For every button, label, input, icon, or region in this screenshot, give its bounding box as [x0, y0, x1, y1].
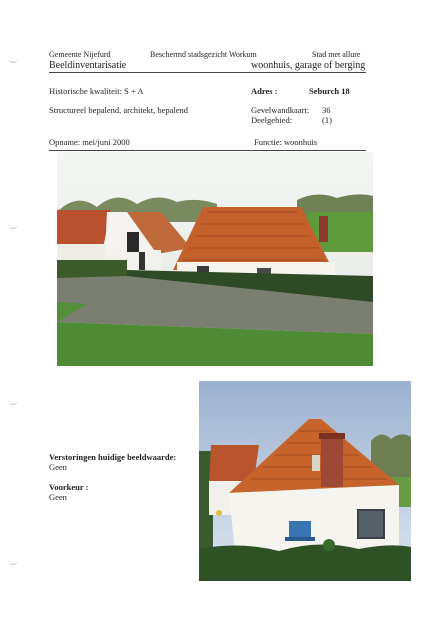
facade-value: 36: [322, 105, 331, 115]
preference-label: Voorkeur :: [49, 482, 89, 492]
binder-hole: [8, 224, 18, 229]
disturbance-value: Geen: [49, 462, 67, 472]
function-text: Functie: woonhuis: [254, 137, 318, 147]
page-title: Beeldinventarisatie: [49, 60, 127, 71]
binder-hole: [8, 58, 18, 63]
disturbance-label: Verstoringen huidige beeldwaarde:: [49, 452, 177, 462]
quality-text: Historische kwaliteit: S + A: [49, 86, 144, 96]
area-value: (1): [322, 115, 332, 125]
binder-hole: [8, 400, 18, 405]
header-divider: [49, 72, 366, 73]
structure-text: Structureel bepalend, architekt, bepalend: [49, 105, 189, 115]
object-type: woonhuis, garage of berging: [251, 60, 366, 71]
address-label: Adres :: [251, 86, 278, 96]
preference-value: Geen: [49, 492, 67, 502]
survey-text: Opname: mei/juni 2000: [49, 137, 130, 147]
details-divider: [49, 150, 366, 151]
address-value: Seburch 18: [309, 86, 350, 96]
binder-hole: [8, 560, 18, 565]
house-photo-close: [199, 381, 411, 581]
municipality-label: Gemeente Nijefurd: [49, 50, 111, 59]
house-photo-wide: [57, 152, 373, 366]
allure-label: Stad met allure: [312, 50, 361, 59]
area-label: Deelgebied:: [251, 115, 293, 125]
protected-label: Beschermd stadsgezicht Workum: [150, 50, 257, 59]
facade-label: Gevelwandkaart:: [251, 105, 310, 115]
